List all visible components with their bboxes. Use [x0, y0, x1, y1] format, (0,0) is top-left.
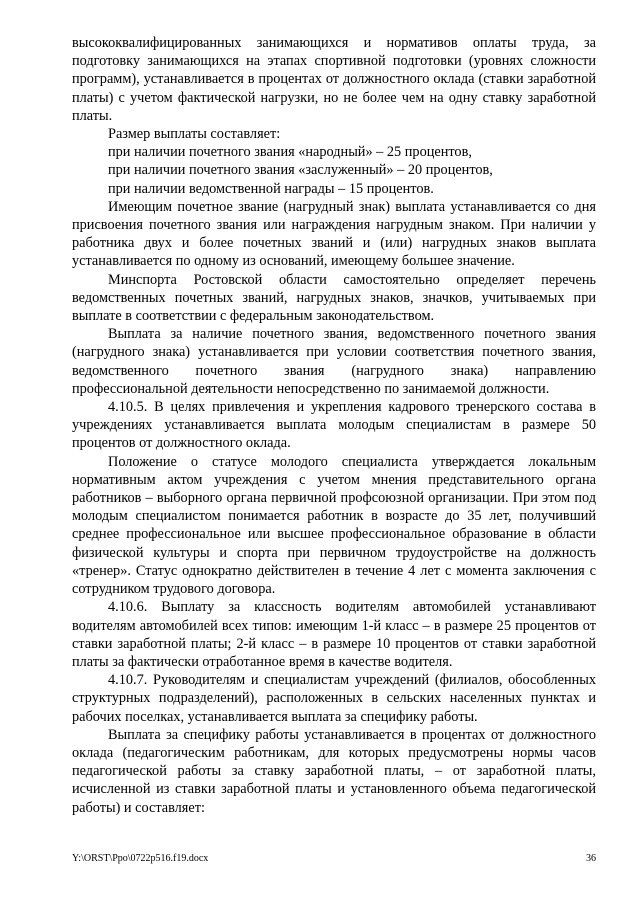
document-page	[72, 34, 596, 817]
paragraph-8: 4.10.6. Выплату за классность водителям автомобилей устанавливают водителям автомобилей всех типов: имеющим 1-й класс – в размере 25 процентов от ставки заработной платы; 2-й класс – в размере 10 процентов от ставки заработной платы за фактически отработанное время в качестве водителя.	[72, 599, 596, 670]
list-item-1: при наличии почетного звания «народный» – 25 процентов,	[108, 144, 472, 161]
paragraph-6: 4.10.5. В целях привлечения и укрепления кадрового тренерского состава в учреждениях устанавливается выплата молодым специалистам в размере 50 процентов от должностного оклада.	[72, 399, 596, 452]
paragraph-4: Минспорта Ростовской области самостоятельно определяет перечень ведомственных почетных званий, нагрудных знаков, значков, учитываемых при выплате в соответствии с федеральным законодательством.	[72, 271, 596, 325]
paragraph-3: Имеющим почетное звание (нагрудный знак) выплата устанавливается со дня присвоения почетного звания или награждения нагрудным знаком. При наличии у работника двух и более почетных званий и (или) нагрудных знаков выплата устанавливается по одному из оснований, имеющему большее значение.	[72, 198, 596, 270]
paragraph-1: высококвалифицированных занимающихся и нормативов оплаты труда, за подготовку занимающихся на этапах спортивной подготовки (уровнях сложности программ), устанавливается в процентах от должностного оклада (ставки заработной платы) с учетом фактической нагрузки, но не более чем на одну ставку заработной платы.	[72, 35, 596, 124]
list-item-2: при наличии почетного звания «заслуженный» – 20 процентов,	[108, 162, 493, 179]
paragraph-2: Размер выплаты составляет:	[108, 126, 281, 143]
list-item-3: при наличии ведомственной награды – 15 процентов.	[108, 180, 434, 197]
file-path: Y:\ORST\Ppo\0722p516.f19.docx	[72, 853, 209, 864]
paragraph-5: Выплата за наличие почетного звания, ведомственного почетного звания (нагрудного знака) устанавливается при условии соответствия почетного звания, ведомственного почетного звания (нагрудного знака) направлению профессиональной деятельности непосредственно по занимаемой должности.	[72, 326, 596, 397]
paragraph-9: 4.10.7. Руководителям и специалистам учреждений (филиалов, обособленных структурных подразделений), расположенных в сельских населенных пунктах и рабочих поселках, устанавливается выплата за специфику работы.	[72, 672, 596, 725]
paragraph-10: Выплата за специфику работы устанавливается в процентах от должностного оклада (педагогическим работникам, для которых предусмотрены нормы часов педагогической работы за ставку заработной платы, – от заработной платы, исчисленной из ставки заработной платы и установленного объема педагогической работы) и составляет:	[72, 726, 596, 816]
page-number: 36	[586, 853, 596, 864]
paragraph-7: Положение о статусе молодого специалиста утверждается локальным нормативным актом учреждения с учетом мнения представительного органа работников – выборного органа первичной профсоюзной организации. При этом под молодым специалистом понимается работник в возрасте до 35 лет, получивший среднее профессиональное или высшее профессиональное образование в области физической культуры и спорта при первичном трудоустройстве на должность «тренер». Статус однократно действителен в течение 4 лет с момента заключения с сотрудником трудового договора.	[72, 453, 596, 598]
